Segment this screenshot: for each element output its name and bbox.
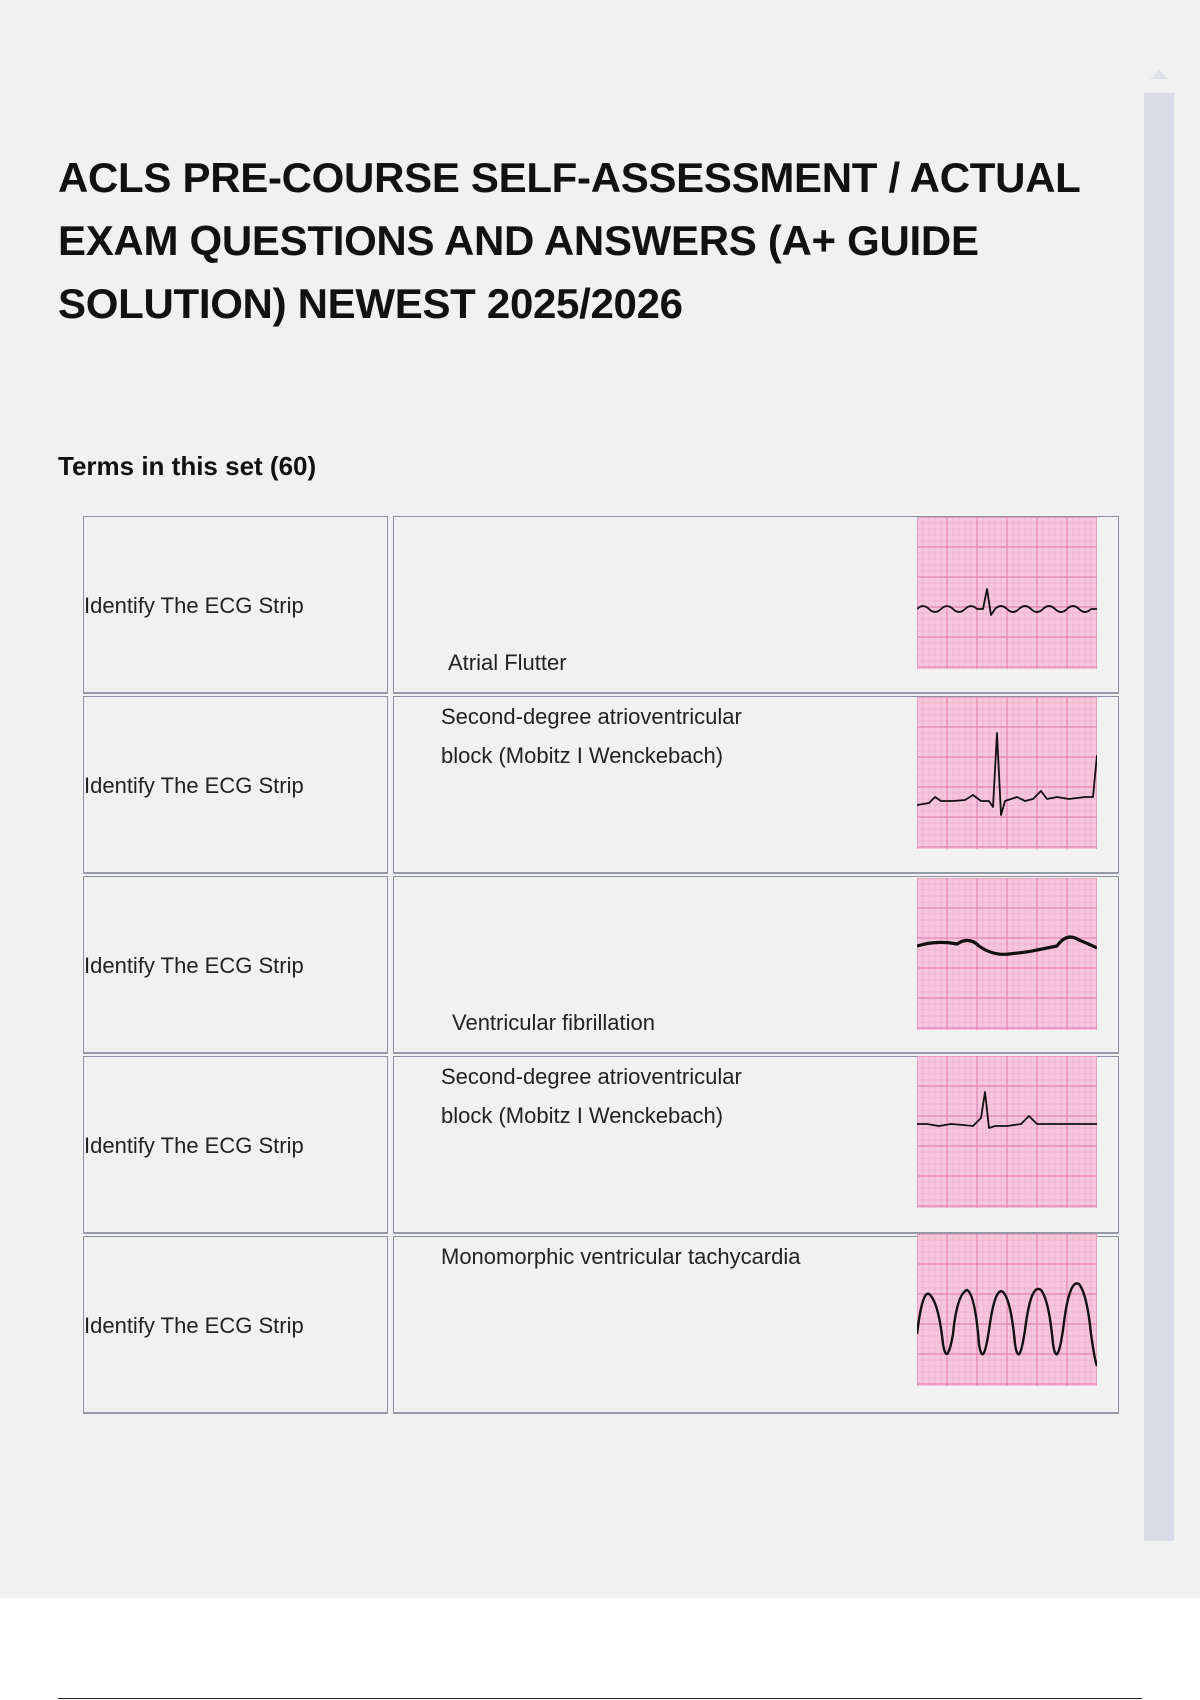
ecg-strip-graphic bbox=[917, 878, 1097, 1030]
ecg-strip-graphic bbox=[917, 517, 1097, 669]
term-text: Identify The ECG Strip bbox=[84, 1313, 304, 1338]
term-text: Identify The ECG Strip bbox=[84, 1133, 304, 1158]
document-title: ACLS PRE-COURSE SELF-ASSESSMENT / ACTUAL EXAM QUESTIONS AND ANSWERS (A+ GUIDE SOLUTION) NEWEST 2025/2026 bbox=[58, 154, 1080, 327]
ecg-strip-image bbox=[917, 878, 1097, 1030]
flashcard-row-2 bbox=[83, 696, 1119, 876]
definition-text: Second-degree atrioventricular block (Mobitz I Wenckebach) bbox=[441, 1064, 742, 1128]
definition-text: Second-degree atrioventricular block (Mobitz I Wenckebach) bbox=[441, 704, 742, 768]
flashcard-row-5 bbox=[83, 1236, 1119, 1416]
scroll-up-arrow-icon[interactable] bbox=[1150, 70, 1168, 79]
term-cell bbox=[83, 696, 388, 874]
flashcard-row-3 bbox=[83, 876, 1119, 1056]
flashcard-row-1 bbox=[83, 516, 1119, 696]
vertical-scrollbar[interactable] bbox=[1144, 93, 1174, 1541]
ecg-strip-image bbox=[917, 1056, 1097, 1208]
definition-text: Ventricular fibrillation bbox=[452, 1010, 655, 1035]
footer-rule bbox=[58, 1698, 1142, 1699]
ecg-strip-image bbox=[917, 517, 1097, 669]
term-cell bbox=[83, 1236, 388, 1414]
term-cell bbox=[83, 1056, 388, 1234]
ecg-strip-image bbox=[917, 697, 1097, 849]
term-cell bbox=[83, 516, 388, 694]
term-text: Identify The ECG Strip bbox=[84, 593, 304, 618]
definition-text: Atrial Flutter bbox=[448, 650, 567, 675]
definition-text: Monomorphic ventricular tachycardia bbox=[441, 1244, 801, 1269]
term-text: Identify The ECG Strip bbox=[84, 953, 304, 978]
ecg-strip-graphic bbox=[917, 1056, 1097, 1208]
terms-count-heading: Terms in this set (60) bbox=[58, 451, 317, 481]
ecg-strip-graphic bbox=[917, 1234, 1097, 1386]
flashcard-row-4 bbox=[83, 1056, 1119, 1236]
term-cell bbox=[83, 876, 388, 1054]
term-text: Identify The ECG Strip bbox=[84, 773, 304, 798]
ecg-strip-graphic bbox=[917, 697, 1097, 849]
ecg-strip-image bbox=[917, 1234, 1097, 1386]
